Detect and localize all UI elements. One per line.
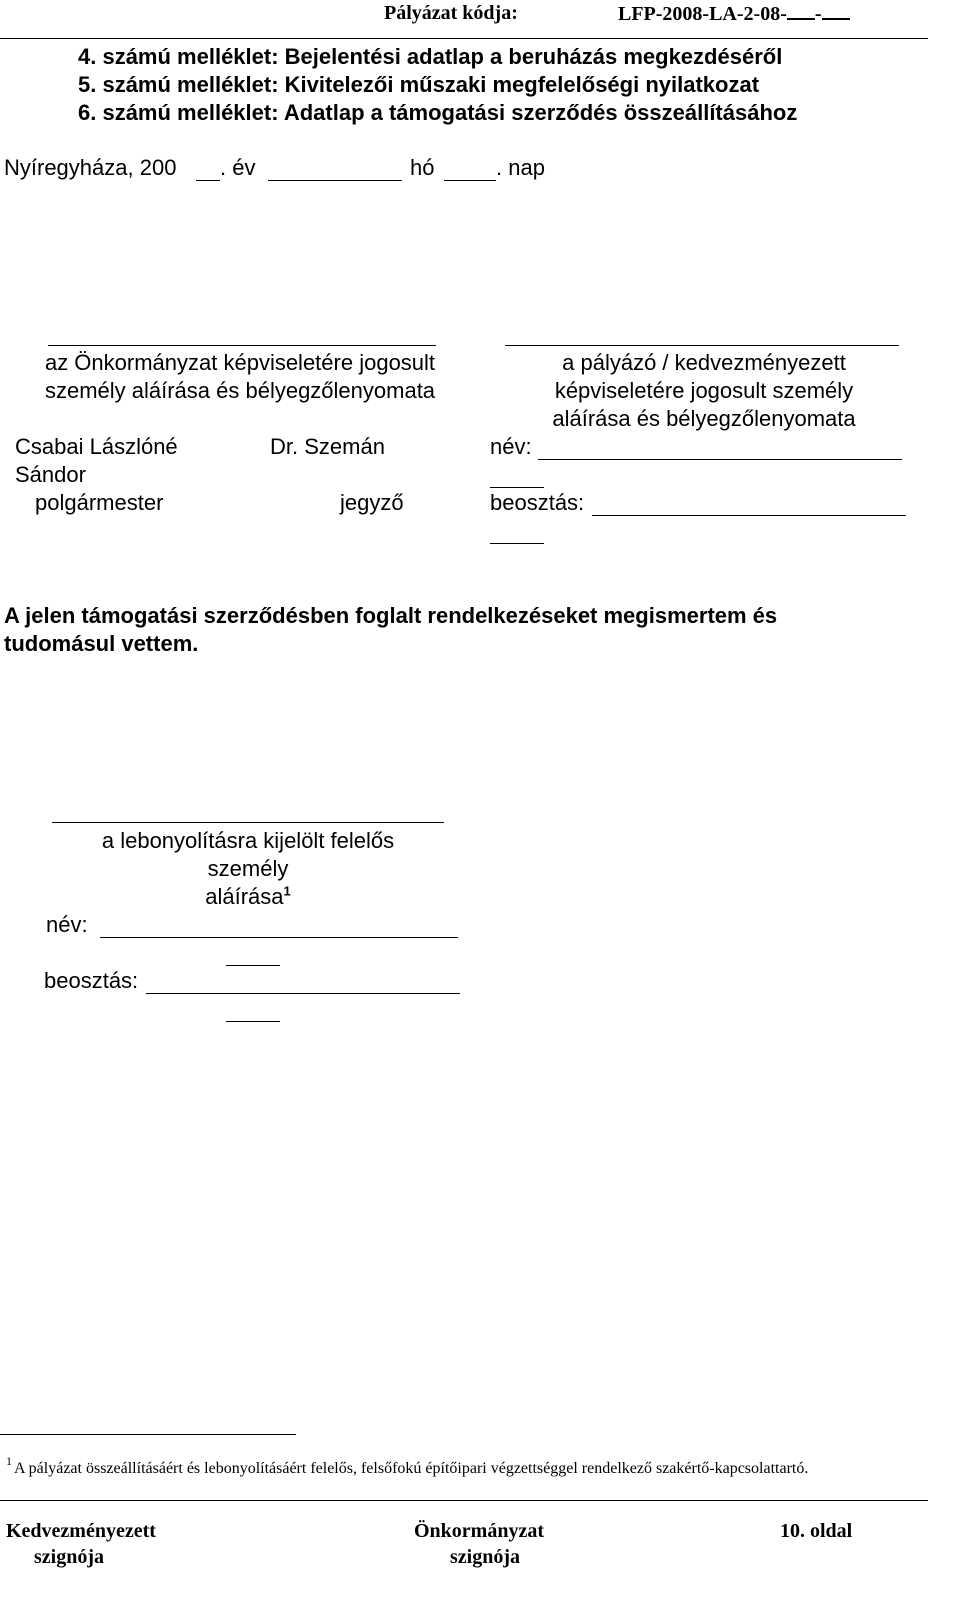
beneficiary-position-blank: [592, 515, 906, 516]
footer-beneficiary-initials: szignója: [34, 1546, 104, 1568]
attachment-item: 4. számú melléklet: Bejelentési adatlap a beruházás megkezdéséről: [78, 44, 783, 69]
footer-municipality-initials: szignója: [450, 1546, 520, 1568]
beneficiary-name-label: név:: [490, 434, 532, 459]
beneficiary-position-label: beosztás:: [490, 490, 585, 515]
responsible-name-label: név:: [46, 912, 88, 937]
date-year-suffix: . év: [220, 155, 256, 180]
date-place-year: Nyíregyháza, 200: [4, 155, 177, 180]
signature-caption-beneficiary: a pályázó / kedvezményezett: [562, 350, 846, 375]
attachment-item: 6. számú melléklet: Adatlap a támogatási szerződés összeállításához: [78, 100, 798, 125]
attachment-item: 5. számú melléklet: Kivitelezői műszaki megfelelőségi nyilatkozat: [78, 72, 760, 97]
footer-rule: [0, 1500, 928, 1501]
footer-municipality-initials: Önkormányzat: [414, 1520, 544, 1542]
footnote-text: A pályázat összeállításáért és lebonyolításáért felelős, felsőfokú építőipari végzettséggel rendelkező szakértő-kapcsolattartó.: [14, 1460, 809, 1477]
year-blank: [196, 180, 220, 181]
acknowledgement-text: A jelen támogatási szerződésben foglalt rendelkezéseket megismertem és: [4, 603, 778, 628]
responsible-name-blank: [226, 965, 280, 966]
date-day-suffix: . nap: [496, 155, 545, 180]
signature-caption-responsible: a lebonyolításra kijelölt felelős: [101, 828, 395, 853]
signature-caption-responsible-text: aláírása: [205, 884, 284, 909]
signature-caption-beneficiary: aláírása és bélyegzőlenyomata: [552, 406, 856, 431]
mayor-title: polgármester: [35, 490, 164, 515]
signature-line-responsible: [52, 822, 444, 823]
notary-title: jegyző: [340, 490, 404, 515]
footnote-separator: [0, 1434, 296, 1435]
page-number: 10. oldal: [780, 1520, 853, 1542]
signature-caption-beneficiary: képviseletére jogosult személy: [554, 378, 854, 403]
beneficiary-name-blank: [490, 487, 544, 488]
signature-caption-responsible: személy: [207, 856, 289, 881]
signature-caption-responsible: [0, 884, 496, 910]
application-code-value: LFP-2008-LA-2-08- -: [618, 2, 850, 26]
signature-line-beneficiary: [505, 345, 899, 346]
acknowledgement-text: tudomásul vettem.: [4, 631, 199, 656]
mayor-name: Csabai Lászlóné: [15, 434, 178, 459]
footnote-reference: 1: [283, 883, 291, 899]
responsible-position-label: beosztás:: [44, 968, 139, 993]
month-blank: [268, 180, 402, 181]
footnote-marker: 1: [6, 1454, 12, 1468]
notary-name-continued: Sándor: [15, 462, 86, 487]
header-rule: [0, 38, 928, 39]
footer-beneficiary-initials: Kedvezményezett: [6, 1520, 156, 1542]
notary-name: Dr. Szemán: [270, 434, 385, 459]
signature-line-municipality: [48, 345, 436, 346]
responsible-position-blank: [146, 993, 460, 994]
beneficiary-position-blank: [490, 543, 544, 544]
responsible-name-blank: [100, 937, 458, 938]
date-month-label: hó: [410, 155, 435, 180]
beneficiary-name-blank: [538, 459, 902, 460]
application-code-label: Pályázat kódja:: [384, 2, 518, 24]
signature-caption-municipality: személy aláírása és bélyegzőlenyomata: [44, 378, 436, 403]
day-blank: [444, 180, 496, 181]
signature-caption-municipality: az Önkormányzat képviseletére jogosult: [44, 350, 436, 375]
responsible-position-blank: [226, 1021, 280, 1022]
